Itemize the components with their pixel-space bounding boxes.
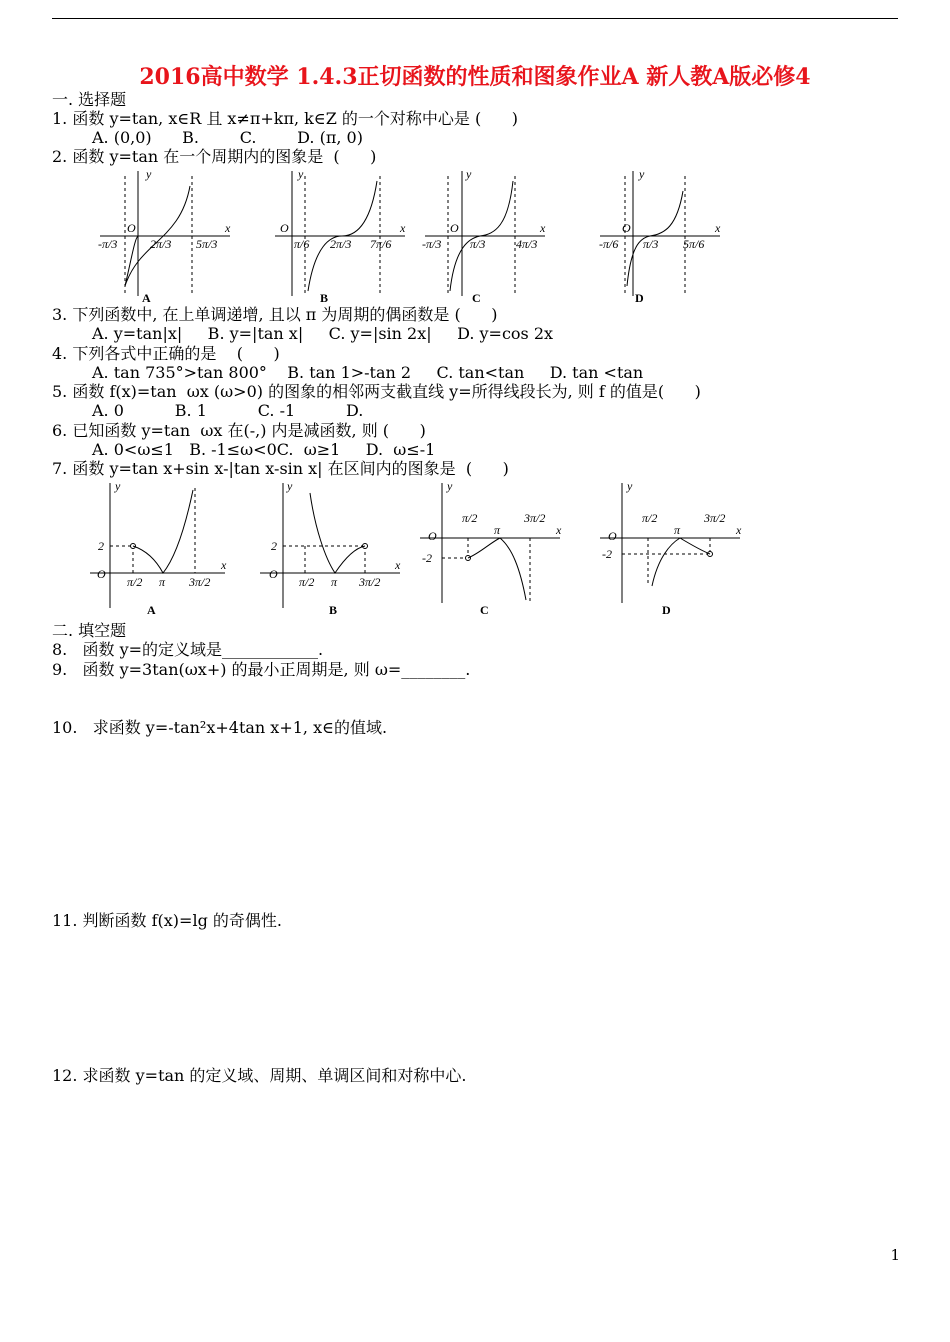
q2b-x-label: x <box>400 221 406 235</box>
q2-graph-c <box>422 167 546 305</box>
section-choice: 一. 选择题 <box>52 90 127 109</box>
q7d-tick-3: 3π/2 <box>704 511 726 525</box>
q7b-origin: O <box>269 567 278 581</box>
q7a-y-label: y <box>115 479 121 493</box>
q2c-tick-3: 4π/3 <box>516 237 538 251</box>
q2-graph-b <box>275 167 406 305</box>
q2a-y-label: y <box>146 167 152 181</box>
q2-graph-d <box>599 167 721 305</box>
q2a-tick-3: 5π/3 <box>196 237 218 251</box>
q7a-x-label: x <box>221 558 227 572</box>
q3-stem: 3. 下列函数中, 在上单调递增, 且以 π 为周期的偶函数是 ( ) <box>52 305 498 324</box>
q7c-tick-3: 3π/2 <box>524 511 546 525</box>
q7c-label: C <box>480 603 489 617</box>
q5-options: A. 0 B. 1 C. -1 D. <box>92 401 364 420</box>
q2b-y-label: y <box>298 167 304 181</box>
q2c-tick-2: π/3 <box>470 237 486 251</box>
q7-graph-b <box>260 479 401 617</box>
q7b-tick-2: π <box>331 575 338 589</box>
q7a-tick-3: 3π/2 <box>189 575 211 589</box>
q7a-origin: O <box>97 567 106 581</box>
q11-text: 11. 判断函数 f(x)=lg 的奇偶性. <box>52 911 282 930</box>
q7c-tick-2: π <box>494 523 501 537</box>
q7a-tick-1: π/2 <box>127 575 143 589</box>
q2a-tick-1: -π/3 <box>98 237 118 251</box>
q2c-tick-1: -π/3 <box>422 237 442 251</box>
q6-options: A. 0<ω≤1 B. -1≤ω<0C. ω≥1 D. ω≤-1 <box>92 440 436 459</box>
q2b-label: B <box>320 291 329 305</box>
q2d-y-label: y <box>639 167 645 181</box>
q10-text: 10. 求函数 y=-tan²x+4tan x+1, x∈的值域. <box>52 718 388 737</box>
q5-stem: 5. 函数 f(x)=tan ωx (ω>0) 的图象的相邻两支截直线 y=所得线段长为, 则 f 的值是( ) <box>52 382 701 401</box>
q7-graph-a <box>90 479 227 617</box>
q7d-tick-1: π/2 <box>642 511 658 525</box>
section-fill: 二. 填空题 <box>52 621 127 640</box>
q2d-label: D <box>635 291 644 305</box>
q7d-y-label: y <box>627 479 633 493</box>
q7b-y-label: y <box>287 479 293 493</box>
q4-options: A. tan 735°>tan 800° B. tan 1>-tan 2 C. tan<tan D. tan <tan <box>92 363 644 382</box>
q7b-label: B <box>329 603 338 617</box>
q2a-origin: O <box>127 221 136 235</box>
q12-text: 12. 求函数 y=tan 的定义域、周期、单调区间和对称中心. <box>52 1066 467 1085</box>
q1-stem: 1. 函数 y=tan, x∈R 且 x≠π+kπ, k∈Z 的一个对称中心是 ( ) <box>52 109 518 128</box>
q7d-y-level: -2 <box>602 547 612 561</box>
q7d-tick-2: π <box>674 523 681 537</box>
q2d-origin: O <box>622 221 631 235</box>
q2b-tick-1: π/6 <box>294 237 310 251</box>
q2b-tick-2: 2π/3 <box>330 237 352 251</box>
q7-graph-c <box>420 479 562 617</box>
q6-stem: 6. 已知函数 y=tan ωx 在(-,) 内是减函数, 则 ( ) <box>52 421 426 440</box>
q7c-tick-1: π/2 <box>462 511 478 525</box>
q7-graph-d <box>600 479 742 617</box>
q2d-tick-1: -π/6 <box>599 237 619 251</box>
q2d-tick-3: 5π/6 <box>683 237 705 251</box>
q2a-x-label: x <box>225 221 231 235</box>
q7-figure <box>85 478 755 620</box>
q7d-label: D <box>662 603 671 617</box>
q9-text: 9. 函数 y=3tan(ωx+) 的最小正周期是, 则 ω=________. <box>52 660 471 679</box>
q7b-y-level: 2 <box>271 539 277 553</box>
top-rule <box>52 18 898 19</box>
q7c-y-level: -2 <box>422 551 432 565</box>
q2c-x-label: x <box>540 221 546 235</box>
q2b-origin: O <box>280 221 289 235</box>
q2-figure <box>90 166 740 306</box>
q2d-tick-2: π/3 <box>643 237 659 251</box>
q2a-tick-2: 2π/3 <box>150 237 172 251</box>
q2-graph-a <box>98 167 231 305</box>
q2b-tick-3: 7π/6 <box>370 237 392 251</box>
q2-stem: 2. 函数 y=tan 在一个周期内的图象是 ( ) <box>52 147 377 166</box>
q7d-x-label: x <box>736 523 742 537</box>
q8-text: 8. 函数 y=的定义域是____________. <box>52 640 324 659</box>
q2c-origin: O <box>450 221 459 235</box>
q2c-label: C <box>472 291 481 305</box>
q7b-tick-3: 3π/2 <box>359 575 381 589</box>
q7c-origin: O <box>428 529 437 543</box>
q3-options: A. y=tan|x| B. y=|tan x| C. y=|sin 2x| D. y=cos 2x <box>92 324 554 343</box>
page-title: 2016高中数学 1.4.3正切函数的性质和图象作业A 新人教A版必修4 <box>139 64 811 90</box>
q7a-y-level: 2 <box>98 539 104 553</box>
q7a-label: A <box>147 603 156 617</box>
q7c-x-label: x <box>556 523 562 537</box>
q7d-origin: O <box>608 529 617 543</box>
page-number: 1 <box>890 1246 900 1264</box>
q7c-y-label: y <box>447 479 453 493</box>
q1-options: A. (0,0) B. C. D. (π, 0) <box>92 128 363 147</box>
q4-stem: 4. 下列各式中正确的是 ( ) <box>52 344 280 363</box>
q2c-y-label: y <box>466 167 472 181</box>
q7b-x-label: x <box>395 558 401 572</box>
q2a-label: A <box>142 291 151 305</box>
q7a-tick-2: π <box>159 575 166 589</box>
q2d-x-label: x <box>715 221 721 235</box>
q7b-tick-1: π/2 <box>299 575 315 589</box>
q7-stem: 7. 函数 y=tan x+sin x-|tan x-sin x| 在区间内的图象是 ( ) <box>52 459 509 478</box>
